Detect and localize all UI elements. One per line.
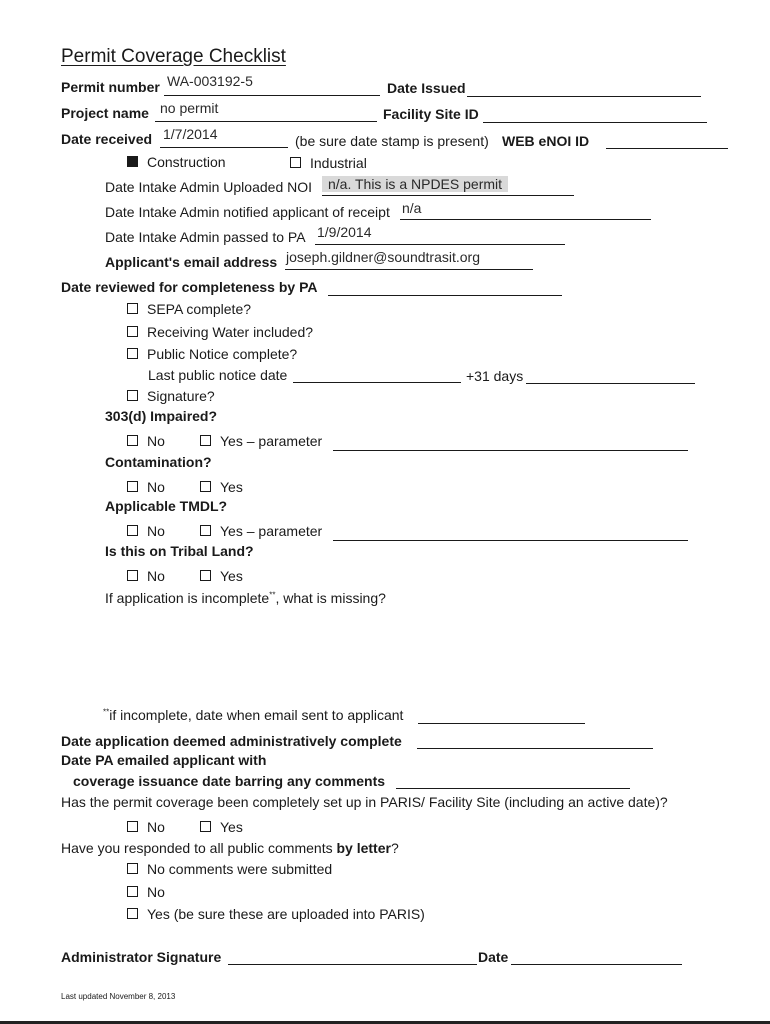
date-received-value[interactable]: 1/7/2014 — [163, 126, 218, 142]
admin-complete-label: Date application deemed administratively complete — [61, 733, 402, 749]
signature-date-label: Date — [478, 949, 509, 965]
industrial-label: Industrial — [310, 155, 367, 171]
date-received-label: Date received — [61, 131, 153, 147]
public-notice-option[interactable] — [127, 346, 297, 362]
intake-notified-value[interactable]: n/a — [402, 200, 422, 216]
signature-date-field[interactable] — [511, 964, 682, 965]
responded-yes-option[interactable] — [127, 906, 425, 922]
contamination-yes-checkbox[interactable] — [200, 481, 211, 492]
tribal-label: Is this on Tribal Land? — [105, 543, 254, 559]
pa-emailed-label-1: Date PA emailed applicant with — [61, 752, 267, 768]
email-sent-label: if incomplete, date when email sent to applicant — [109, 707, 404, 723]
tribal-no-label: No — [147, 568, 165, 584]
tribal-yes-checkbox[interactable] — [200, 570, 211, 581]
industrial-checkbox[interactable] — [290, 157, 301, 168]
pa-emailed-field[interactable] — [396, 788, 630, 789]
signature-label: Signature? — [147, 388, 215, 404]
tmdl-yes-checkbox[interactable] — [200, 525, 211, 536]
date-issued-field[interactable] — [467, 96, 701, 97]
applicant-email-line — [285, 269, 533, 270]
paris-no-checkbox[interactable] — [127, 821, 138, 832]
incomplete-mark: ** — [269, 590, 276, 600]
public-notice-checkbox[interactable] — [127, 348, 138, 359]
paris-yes-checkbox[interactable] — [200, 821, 211, 832]
responded-no-label: No — [147, 884, 165, 900]
responded-question — [61, 840, 399, 856]
web-enoi-field[interactable] — [606, 148, 728, 149]
applicant-email-value[interactable]: joseph.gildner@soundtrasit.org — [286, 249, 480, 265]
incomplete-suffix: , what is missing? — [275, 590, 386, 606]
receiving-water-label: Receiving Water included? — [147, 324, 314, 340]
impaired-yes-checkbox[interactable] — [200, 435, 211, 446]
contamination-yes-label: Yes — [220, 479, 243, 495]
permit-number-line — [164, 95, 380, 96]
plus31-field[interactable] — [526, 383, 695, 384]
project-name-value[interactable]: no permit — [160, 100, 219, 116]
no-comments-option[interactable] — [127, 861, 332, 877]
paris-no-label: No — [147, 819, 165, 835]
last-notice-label: Last public notice date — [148, 367, 288, 383]
intake-passed-value[interactable]: 1/9/2014 — [317, 224, 372, 240]
tmdl-parameter-field[interactable] — [333, 540, 688, 541]
paris-yes-option[interactable] — [200, 819, 243, 835]
tmdl-yes-label: Yes – parameter — [220, 523, 323, 539]
tribal-yes-option[interactable] — [200, 568, 243, 584]
impaired-no-label: No — [147, 433, 165, 449]
receiving-water-option[interactable] — [127, 324, 313, 340]
responded-no-option[interactable] — [127, 884, 165, 900]
date-received-line — [160, 147, 288, 148]
tribal-no-checkbox[interactable] — [127, 570, 138, 581]
footer-note: Last updated November 8, 2013 — [61, 992, 176, 1001]
admin-complete-field[interactable] — [417, 748, 653, 749]
no-comments-label: No comments were submitted — [147, 861, 333, 877]
public-notice-label: Public Notice complete? — [147, 346, 298, 362]
permit-number-label: Permit number — [61, 79, 160, 95]
date-stamp-note: (be sure date stamp is present) — [295, 133, 489, 149]
contamination-no-checkbox[interactable] — [127, 481, 138, 492]
no-comments-checkbox[interactable] — [127, 863, 138, 874]
admin-signature-field[interactable] — [228, 964, 477, 965]
construction-option[interactable] — [127, 154, 226, 170]
paris-no-option[interactable] — [127, 819, 165, 835]
web-enoi-label: WEB eNOI ID — [502, 133, 590, 149]
incomplete-label: If application is incomplete — [105, 590, 270, 606]
tmdl-yes-option[interactable] — [200, 523, 322, 539]
permit-number-value[interactable]: WA-003192-5 — [167, 73, 253, 89]
email-sent-field[interactable] — [418, 723, 585, 724]
responded-question-text: Have you responded to all public comments — [61, 840, 337, 856]
contamination-yes-option[interactable] — [200, 479, 243, 495]
tmdl-no-option[interactable] — [127, 523, 165, 539]
applicant-email-label: Applicant's email address — [105, 254, 278, 270]
intake-passed-line — [315, 244, 565, 245]
contamination-no-option[interactable] — [127, 479, 165, 495]
tmdl-label: Applicable TMDL? — [105, 498, 228, 514]
responded-question-bold: by letter — [336, 840, 391, 856]
facility-site-id-label: Facility Site ID — [383, 106, 479, 122]
project-name-line — [155, 121, 377, 122]
page-title: Permit Coverage Checklist — [61, 46, 286, 67]
responded-no-checkbox[interactable] — [127, 886, 138, 897]
email-sent-mark: ** — [103, 707, 110, 717]
incomplete-question — [105, 590, 386, 606]
industrial-option[interactable] — [290, 155, 367, 171]
paris-question: Has the permit coverage been completely set up in PARIS/ Facility Site (including an active date)? — [61, 794, 668, 810]
intake-uploaded-highlight: n/a. This is a NPDES permit — [322, 176, 508, 192]
project-name-label: Project name — [61, 105, 149, 121]
impaired-yes-label: Yes – parameter — [220, 433, 323, 449]
intake-uploaded-label: Date Intake Admin Uploaded NOI — [105, 179, 313, 195]
reviewed-field[interactable] — [328, 295, 562, 296]
signature-checkbox[interactable] — [127, 390, 138, 401]
facility-site-id-field[interactable] — [483, 122, 707, 123]
intake-passed-label: Date Intake Admin passed to PA — [105, 229, 306, 245]
intake-notified-label: Date Intake Admin notified applicant of receipt — [105, 204, 390, 220]
email-sent-question — [103, 707, 403, 723]
responded-yes-checkbox[interactable] — [127, 908, 138, 919]
impaired-label: 303(d) Impaired? — [105, 408, 218, 424]
sepa-checkbox[interactable] — [127, 303, 138, 314]
intake-uploaded-value[interactable] — [322, 176, 508, 192]
intake-notified-line — [400, 219, 651, 220]
contamination-label: Contamination? — [105, 454, 212, 470]
paris-yes-label: Yes — [220, 819, 243, 835]
sepa-label: SEPA complete? — [147, 301, 252, 317]
impaired-no-checkbox[interactable] — [127, 435, 138, 446]
construction-checkbox-checked[interactable] — [127, 156, 138, 167]
impaired-no-option[interactable] — [127, 433, 165, 449]
pa-emailed-label-2: coverage issuance date barring any comments — [73, 773, 386, 789]
signature-option[interactable] — [127, 388, 215, 404]
tmdl-no-checkbox[interactable] — [127, 525, 138, 536]
date-issued-label: Date Issued — [387, 80, 466, 96]
impaired-yes-option[interactable] — [200, 433, 322, 449]
tribal-yes-label: Yes — [220, 568, 243, 584]
receiving-water-checkbox[interactable] — [127, 326, 138, 337]
contamination-no-label: No — [147, 479, 165, 495]
last-notice-field[interactable] — [293, 382, 461, 383]
tribal-no-option[interactable] — [127, 568, 165, 584]
reviewed-label: Date reviewed for completeness by PA — [61, 279, 318, 295]
responded-yes-label: Yes (be sure these are uploaded into PARIS) — [147, 906, 425, 922]
admin-signature-label: Administrator Signature — [61, 949, 222, 965]
sepa-option[interactable] — [127, 301, 251, 317]
intake-uploaded-line — [322, 195, 574, 196]
tmdl-no-label: No — [147, 523, 165, 539]
responded-question-end: ? — [390, 840, 399, 856]
impaired-parameter-field[interactable] — [333, 450, 688, 451]
plus31-label: +31 days — [466, 368, 524, 384]
construction-label: Construction — [147, 154, 226, 170]
